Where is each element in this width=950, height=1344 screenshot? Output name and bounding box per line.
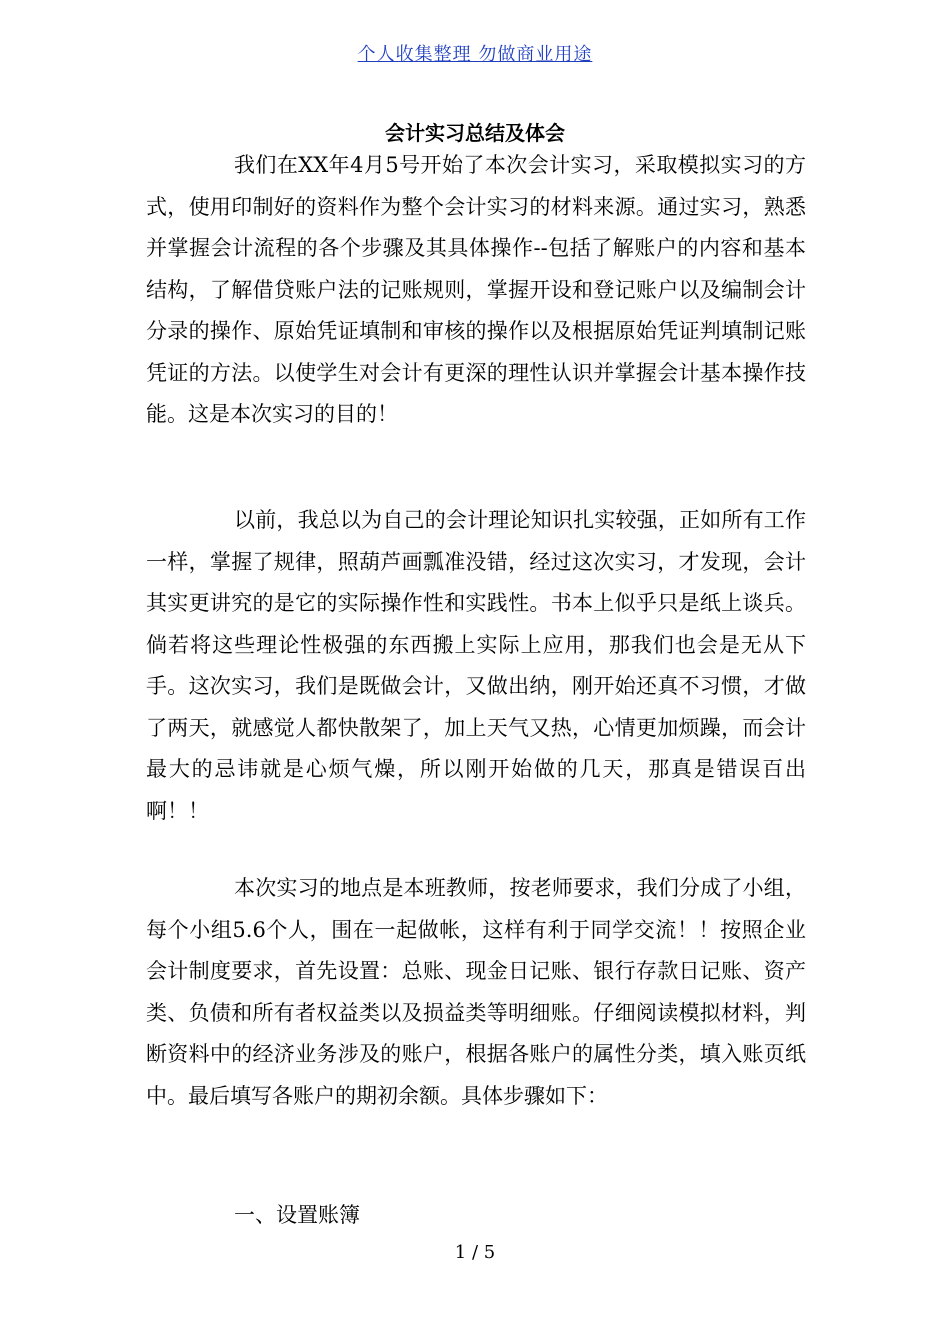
paragraph-text: 我们在XX年4月5号开始了本次会计实习，采取模拟实习的方式，使用印制好的资料作为整个会计实习的材料来源。通过实习，熟悉并掌握会计流程的各个步骤及其具体操作--包括了解账户的内容和基本结构，了解借贷账户法的记账规则，掌握开设和登记账户以及编制会计分录的操作、原始凭证填制和审核的操作以及根据原始凭证判填制记账凭证的方法。以使学生对会计有更深的理性认识并掌握会计基本操作技能。这是本次实习的目的！ [146,153,806,426]
paragraph-text: 以前，我总以为自己的会计理论知识扎实较强，正如所有工作一样，掌握了规律，照葫芦画瓢准没错，经过这次实习，才发现，会计其实更讲究的是它的实际操作性和实践性。书本上似乎只是纸上谈兵。倘若将这些理论性极强的东西搬上实际上应用，那我们也会是无从下手。这次实习，我们是既做会计，又做出纳，刚开始还真不习惯，才做了两天，就感觉人都快散架了，加上天气又热，心情更加烦躁，而会计最大的忌讳就是心烦气燥，所以刚开始做的几天，那真是错误百出啊！！ [146,508,806,823]
paragraph-3 [146,868,806,1117]
paragraph-text: 本次实习的地点是本班教师，按老师要求，我们分成了小组，每个小组5.6个人，围在一起做帐，这样有利于同学交流！！按照企业会计制度要求，首先设置：总账、现金日记账、银行存款日记账、资产类、负债和所有者权益类以及损益类等明细账。仔细阅读模拟材料，判断资料中的经济业务涉及的账户，根据各账户的属性分类，填入账页纸中。最后填写各账户的期初余额。具体步骤如下： [146,876,806,1108]
section-heading: 一、设置账簿 [234,1203,360,1227]
paragraph-1 [146,145,806,436]
document-title: 会计实习总结及体会 [385,121,565,145]
paragraph-2 [146,500,806,832]
header-note: 个人收集整理 勿做商业用途 [357,44,593,65]
page-indicator: 1 / 5 [454,1242,496,1263]
